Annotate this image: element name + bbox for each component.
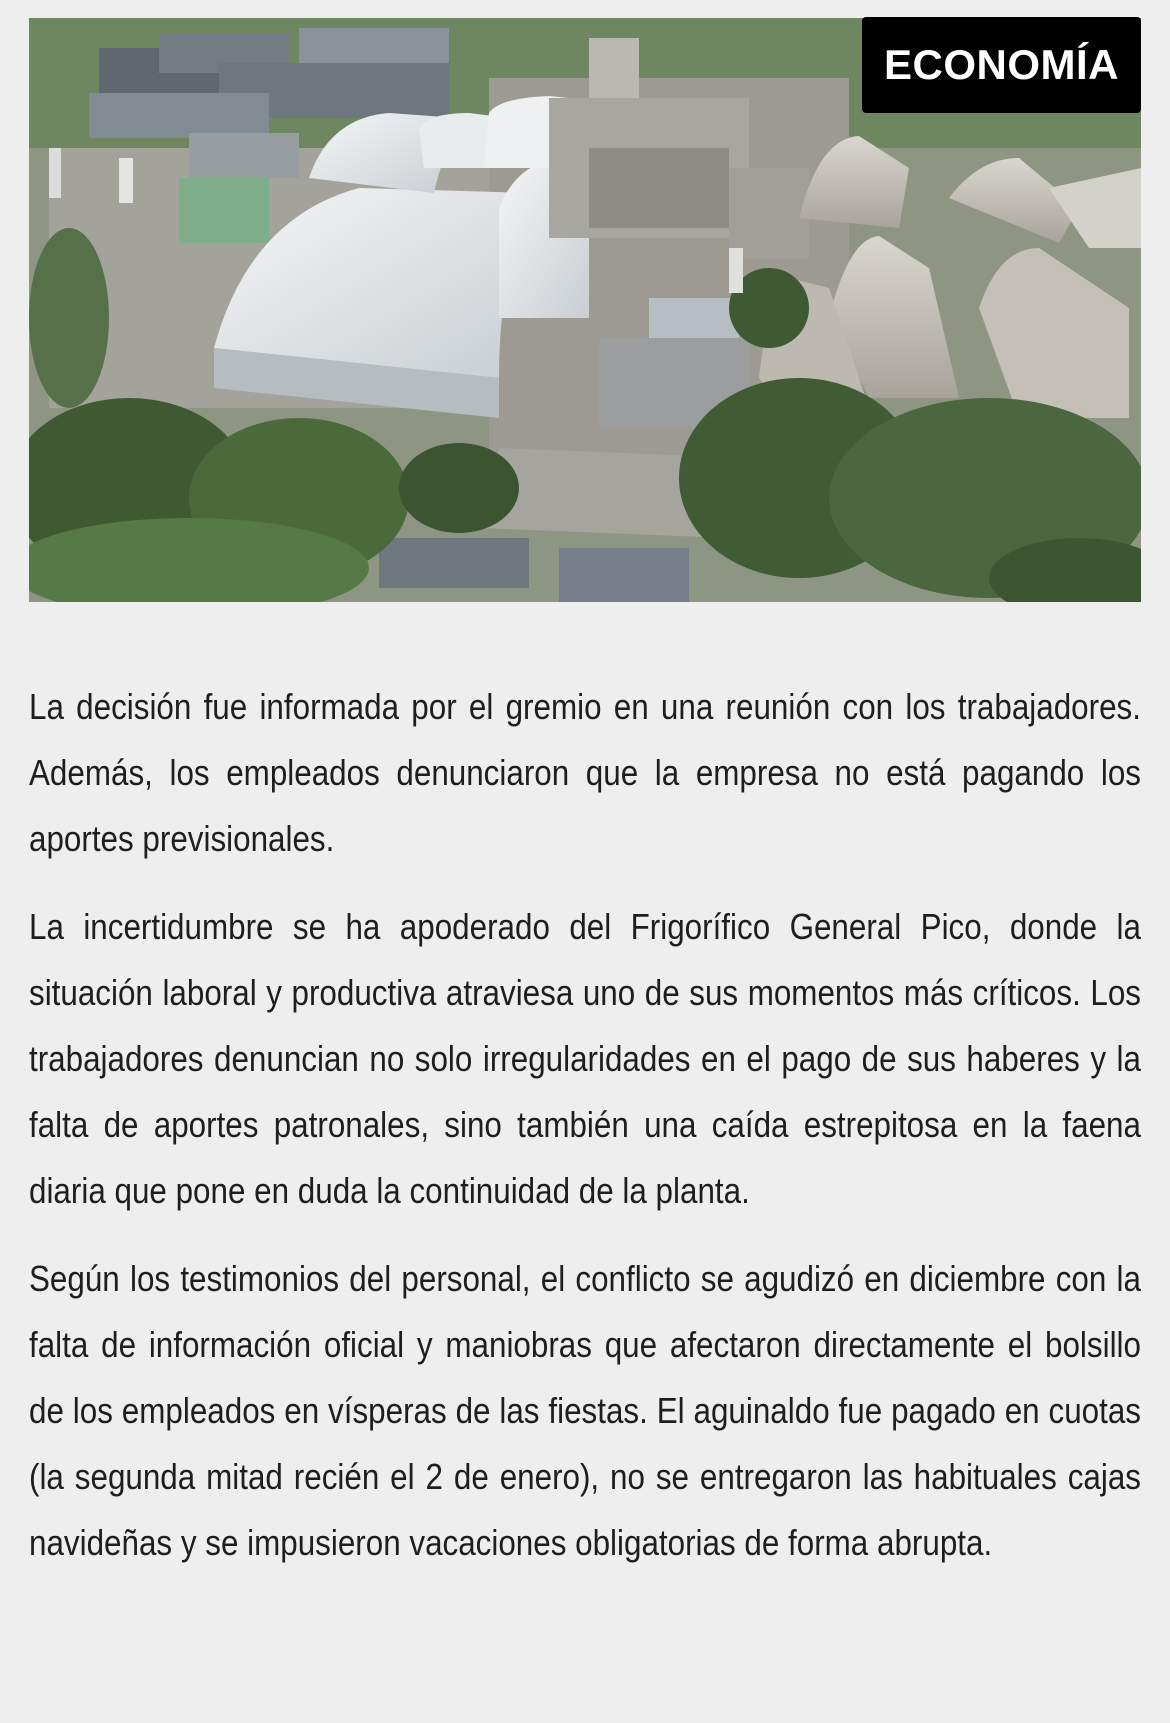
article-paragraph-1: La decisión fue informada por el gremio en una reunión con los trabajadores. Además, los empleados denunciaron que la empresa no está pagando los aportes previsionales.	[29, 686, 1141, 859]
article-paragraph-2: La incertidumbre se ha apoderado del Frigorífico General Pico, donde la situación laboral y productiva atraviesa uno de sus momentos más críticos. Los trabajadores denuncian no solo irregularidades en el pago de sus haberes y la falta de aportes patronales, sino también una caída estrepitosa en la faena diaria que pone en duda la continuidad de la planta.	[29, 906, 1141, 1211]
category-badge[interactable]: ECONOMÍA	[862, 17, 1141, 113]
article-paragraph-3: Según los testimonios del personal, el conflicto se agudizó en diciembre con la falta de información oficial y maniobras que afectaron directamente el bolsillo de los empleados en vísperas de las fiestas. El aguinaldo fue pagado en cuotas (la segunda mitad recién el 2 de enero), no se entregaron las habituales cajas navideñas y se impusieron vacaciones obligatorias de forma abrupta.	[29, 1258, 1141, 1563]
article-body	[29, 674, 1141, 1598]
